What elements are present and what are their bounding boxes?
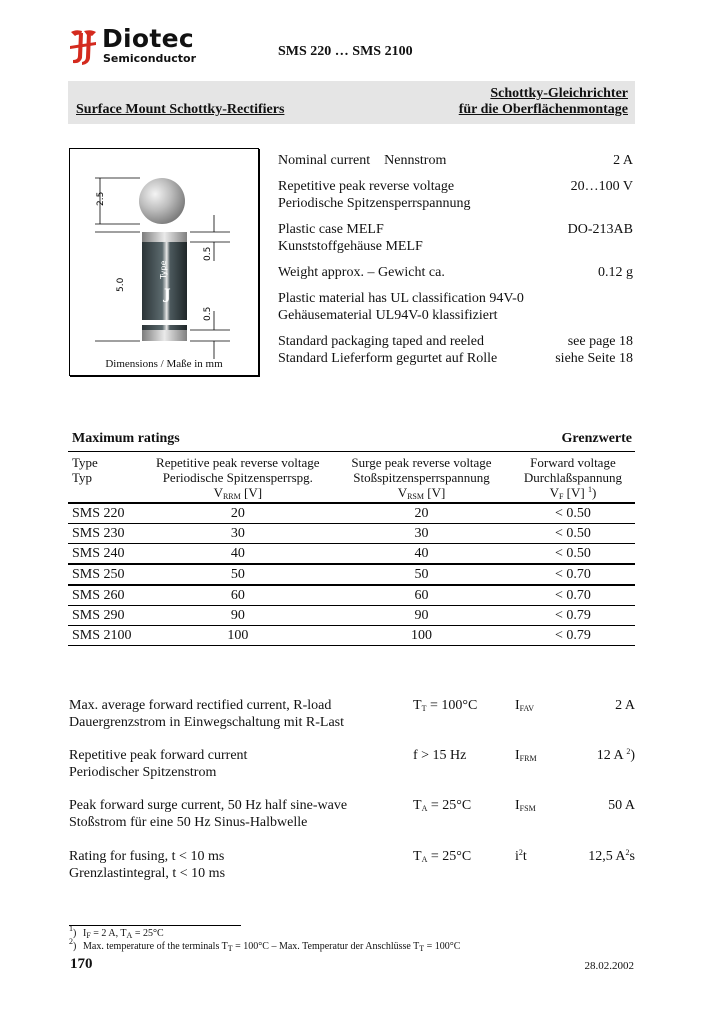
spec-label-en: Plastic case MELF [278, 222, 384, 237]
rating-symbol: $I_{FAV}$ [515, 698, 535, 713]
table-title-en: Maximum ratings [72, 431, 180, 446]
spec-ul-classification [278, 290, 633, 324]
spec-label-de: Kunststoffgehäuse MELF [278, 239, 423, 254]
col-header-vrrm: Repetitive peak reverse voltage Periodische Spitzensperrspg. $V_{RRM}$ [V] [156, 455, 320, 501]
spec-nominal-current [278, 152, 633, 169]
table-row: SMS 290 90 90 < 0.79 [72, 608, 591, 623]
package-dimension-diagram [69, 148, 259, 376]
spec-label-en: Plastic material has UL classification 94V-0 [278, 291, 524, 306]
banner-title-de-line1: Schottky-Gleichrichter [490, 86, 628, 101]
spec-label-en: Nominal current [278, 153, 371, 168]
table-title-row [72, 431, 632, 447]
spec-label-en: Repetitive peak reverse voltage [278, 179, 455, 194]
rating-surge-current [69, 797, 635, 831]
max-ratings-table [68, 451, 635, 646]
svg-text:2.5: 2.5 [96, 191, 106, 206]
col-header-vf: Forward voltage Durchlaßspannung $V_F$ [V] $^1$) [523, 455, 623, 501]
table-row: SMS 240 40 40 < 0.50 [72, 546, 591, 561]
title-banner [68, 81, 635, 124]
col-header-type: Type Typ [72, 455, 98, 485]
spec-label-en: Weight approx. – Gewicht ca. [278, 265, 445, 280]
spec-label-de: Nennstrom [384, 153, 447, 168]
document-title: SMS 220 … SMS 2100 [278, 44, 413, 59]
brand-logo [68, 24, 198, 68]
brand-name: Diotec [102, 24, 195, 53]
key-specs [278, 152, 633, 376]
table-row: SMS 220 20 20 < 0.50 [72, 506, 591, 521]
page-number: 170 [70, 956, 93, 972]
table-title-de: Grenzwerte [561, 431, 632, 446]
rating-label-de: Periodischer Spitzenstrom [69, 765, 217, 780]
rating-condition: $T_T = 100^\circ C$ [413, 698, 478, 713]
table-row: SMS 2100 100 100 < 0.79 [72, 628, 591, 643]
rating-fusing [69, 848, 635, 882]
spec-label-en: Standard packaging taped and reeled [278, 334, 485, 349]
spec-weight [278, 264, 633, 281]
diotec-logo-icon [68, 28, 98, 66]
rating-symbol: $I_{FRM}$ [515, 748, 537, 763]
svg-text:Type: Type [159, 260, 168, 279]
rating-value: 2 A [615, 698, 635, 713]
spec-label-de: Periodische Spitzensperrspannung [278, 196, 471, 211]
svg-text:J: J [164, 287, 171, 303]
rating-label-de: Dauergrenzstrom in Einwegschaltung mit R-Last [69, 715, 345, 730]
table-header [68, 452, 635, 502]
col-header-vrsm: Surge peak reverse voltage Stoßspitzensperrspannung $V_{RSM}$ [V] [351, 455, 492, 501]
brand-subtitle: Semiconductor [103, 52, 196, 65]
rating-label-en: Peak forward surge current, 50 Hz half sine-wave [69, 798, 348, 813]
spec-label-de: Standard Lieferform gegurtet auf Rolle [278, 351, 498, 366]
rating-forward-current [69, 697, 635, 731]
rating-value: 12 A $^2$) [596, 747, 635, 763]
footnote-2: $^2$) Max. temperature of the terminals $T_T = 100^\circ C$ – Max. Temperatur der Anschlüsse $T_T = 100^\circ C$ [69, 937, 461, 953]
rating-value: 12,5 $A^2s$ [588, 848, 635, 864]
rating-condition: $T_A = 25^\circ C$ [413, 798, 472, 813]
footnote-1: $^1$) $I_F = 2$ A, $T_A = 25^\circ C$ [69, 924, 164, 940]
rating-condition: f > 15 Hz [413, 748, 467, 763]
table-row: SMS 230 30 30 < 0.50 [72, 526, 591, 541]
spec-value: 20…100 V [570, 179, 633, 194]
rating-symbol: $i^2t$ [515, 848, 527, 864]
banner-title-de-line2: für die Oberflächenmontage [458, 102, 628, 117]
spec-value: 0.12 g [598, 265, 633, 280]
diagram-caption: Dimensions / Maße in mm [105, 358, 223, 370]
spec-reverse-voltage [278, 178, 633, 212]
rating-label-en: Max. average forward rectified current, R-load [69, 698, 332, 713]
rating-label-de: Stoßstrom für eine 50 Hz Sinus-Halbwelle [69, 815, 308, 830]
banner-title-en: Surface Mount Schottky-Rectifiers [76, 102, 285, 117]
table-row: SMS 250 50 50 < 0.70 [72, 567, 591, 582]
document-date: 28.02.2002 [584, 960, 634, 972]
rating-label-en: Repetitive peak forward current [69, 748, 248, 763]
footnote-divider [69, 925, 241, 926]
rating-repetitive-peak-current [69, 747, 635, 781]
spec-case [278, 221, 633, 255]
spec-value: DO-213AB [567, 222, 633, 237]
svg-text:0.5: 0.5 [203, 306, 213, 321]
banner-title-de [459, 86, 628, 118]
rating-label-en: Rating for fusing, t < 10 ms [69, 849, 225, 864]
rating-condition: $T_A = 25^\circ C$ [413, 849, 472, 864]
rating-symbol: $I_{FSM}$ [515, 798, 536, 813]
table-row: SMS 260 60 60 < 0.70 [72, 588, 591, 603]
rating-label-de: Grenzlastintegral, t < 10 ms [69, 866, 226, 881]
rating-value: 50 A [608, 798, 635, 813]
svg-text:0.5: 0.5 [203, 246, 213, 261]
spec-label-de: Gehäusematerial UL94V-0 klassifiziert [278, 308, 498, 323]
spec-value-link[interactable]: see page 18 [567, 334, 633, 349]
svg-text:5.0: 5.0 [116, 277, 126, 292]
spec-value-de-link[interactable]: siehe Seite 18 [555, 351, 633, 366]
melf-package-drawing-icon [70, 149, 260, 377]
spec-value: 2 A [613, 153, 633, 168]
spec-packaging [278, 333, 633, 367]
